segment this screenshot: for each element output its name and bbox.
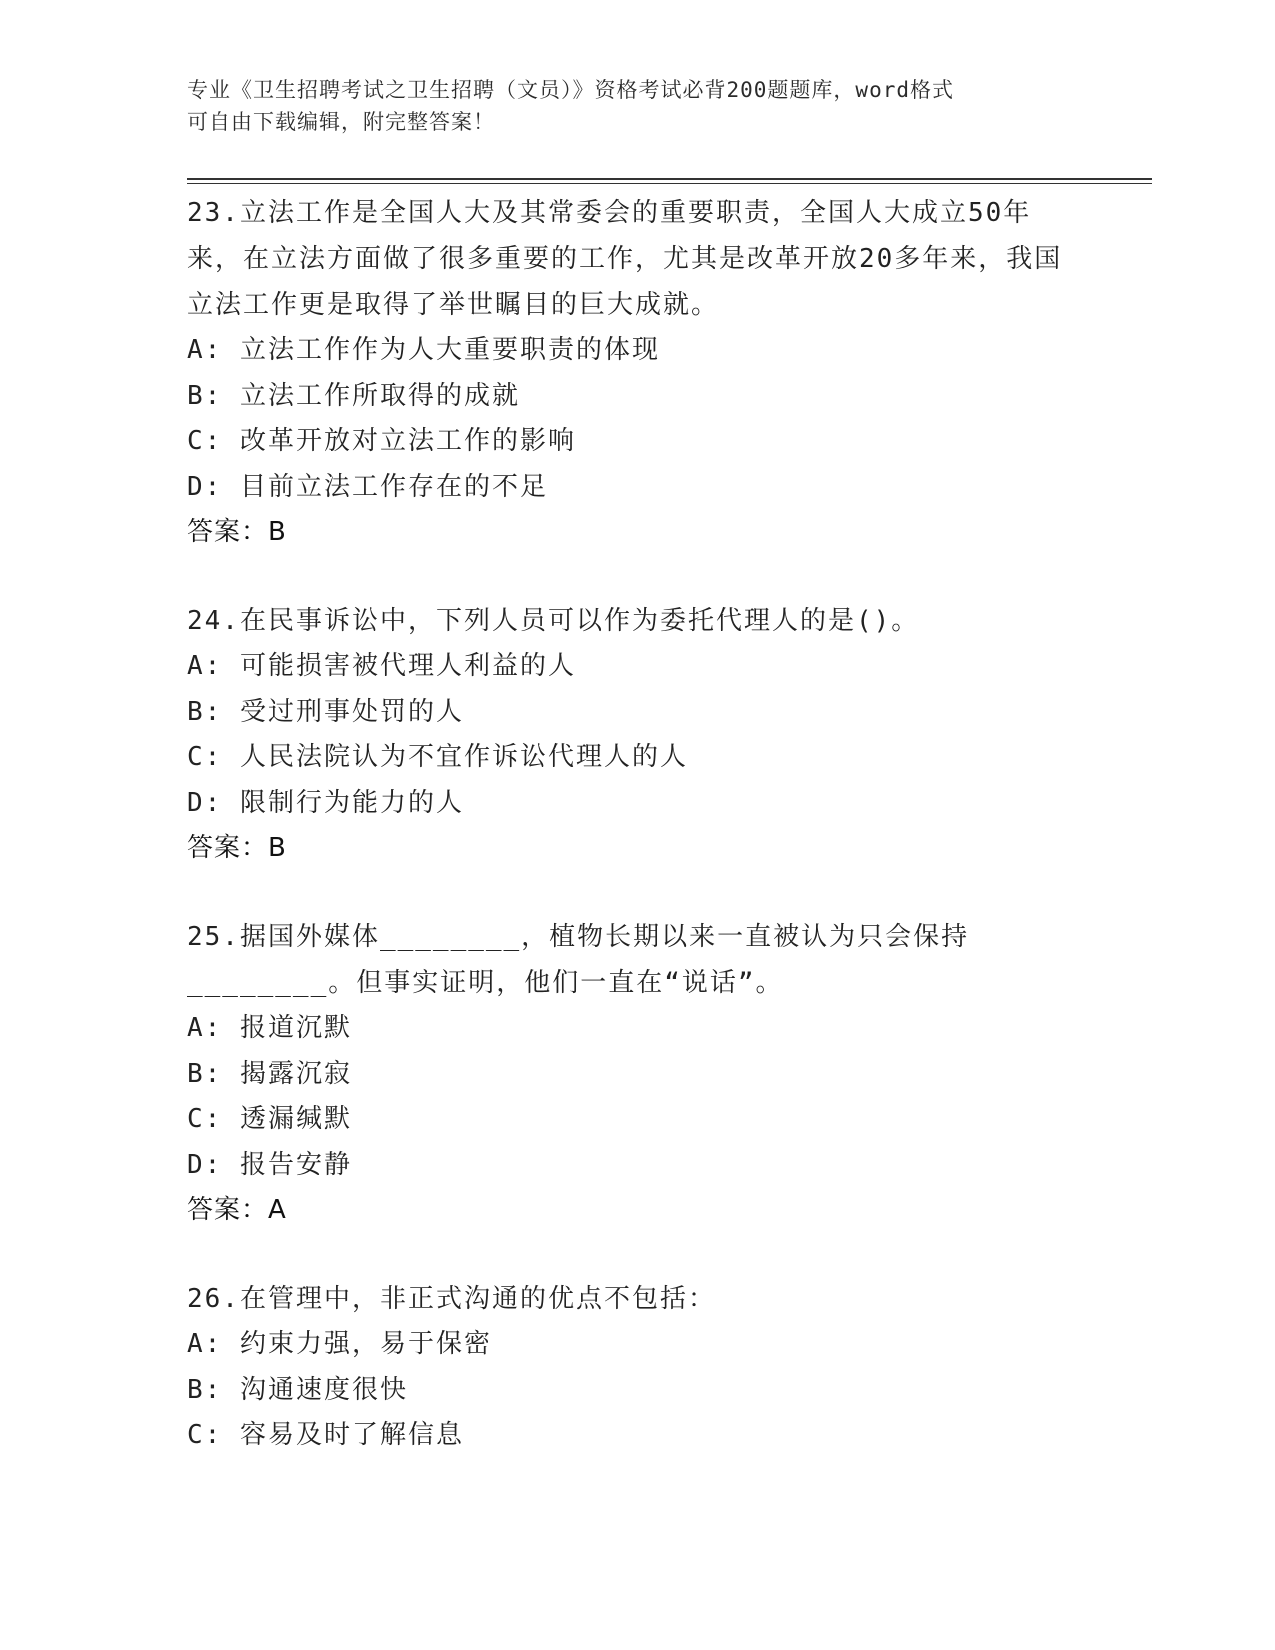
question-24 <box>187 598 1087 871</box>
header-line-1: 专业《卫生招聘考试之卫生招聘（文员）》资格考试必背200题题库，word格式 <box>187 78 954 102</box>
question-stem: 23.立法工作是全国人大及其常委会的重要职责，全国人大成立50年来，在立法方面做了很多重要的工作，尤其是改革开放20多年来，我国立法工作更是取得了举世瞩目的巨大成就。 <box>187 198 1063 320</box>
option-b: B: 受过刑事处罚的人 <box>187 696 464 727</box>
question-stem: 26.在管理中，非正式沟通的优点不包括： <box>187 1284 716 1314</box>
document-header <box>187 74 1087 138</box>
option-b: B: 沟通速度很快 <box>187 1374 408 1405</box>
question-25 <box>187 914 1087 1233</box>
option-a: A: 立法工作作为人大重要职责的体现 <box>187 335 660 365</box>
question-23 <box>187 190 1087 555</box>
header-rule-thick <box>187 178 1152 180</box>
option-b: B: 揭露沉寂 <box>187 1058 352 1089</box>
option-c: C: 人民法院认为不宜作诉讼代理人的人 <box>187 742 688 772</box>
option-a: A: 报道沉默 <box>187 1013 352 1043</box>
answer-line: 答案：B <box>187 833 287 863</box>
option-d: D: 报告安静 <box>187 1149 352 1180</box>
question-stem: 25.据国外媒体________，植物长期以来一直被认为只会保持________。但事实证明，他们一直在“说话”。 <box>187 922 970 998</box>
option-a: A: 约束力强，易于保密 <box>187 1329 492 1359</box>
header-line-2: 可自由下载编辑，附完整答案！ <box>187 110 495 134</box>
option-a: A: 可能损害被代理人利益的人 <box>187 651 576 681</box>
option-c: C: 透漏缄默 <box>187 1104 352 1134</box>
answer-line: 答案：A <box>187 1195 287 1225</box>
question-26 <box>187 1276 1087 1459</box>
option-d: D: 限制行为能力的人 <box>187 787 464 818</box>
option-b: B: 立法工作所取得的成就 <box>187 380 520 411</box>
question-stem: 24.在民事诉讼中，下列人员可以作为委托代理人的是()。 <box>187 606 920 636</box>
header-rule-thin <box>187 183 1152 184</box>
answer-line: 答案：B <box>187 517 287 547</box>
question-list <box>187 190 1087 1502</box>
option-c: C: 容易及时了解信息 <box>187 1420 464 1450</box>
option-d: D: 目前立法工作存在的不足 <box>187 471 548 502</box>
option-c: C: 改革开放对立法工作的影响 <box>187 426 576 456</box>
